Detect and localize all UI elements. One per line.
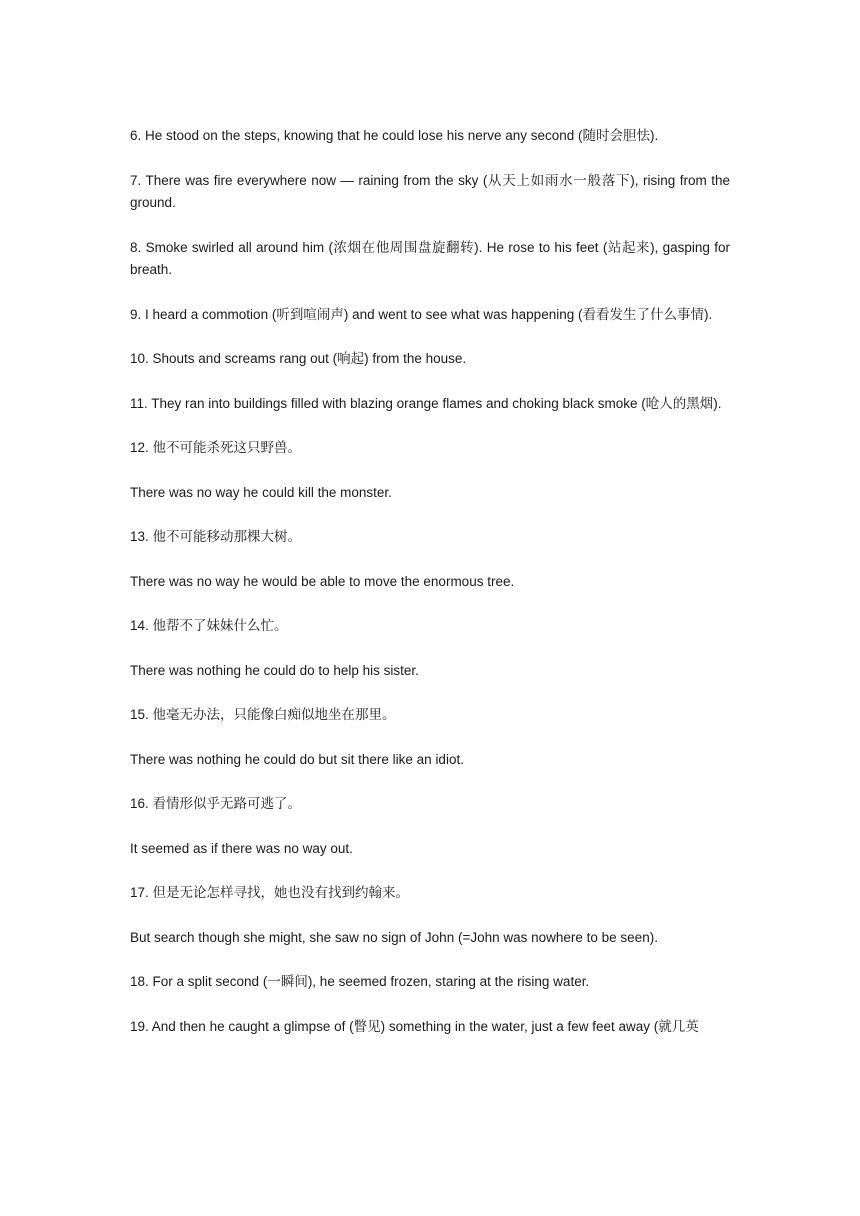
paragraph-13-chinese: 13. 他不可能移动那棵大树。	[130, 529, 302, 544]
paragraph-11: 11. They ran into buildings filled with blazing orange flames and choking black smoke (呛人的黑烟).	[130, 395, 722, 411]
paragraph-16-chinese: 16. 看情形似乎无路可逃了。	[130, 796, 302, 811]
paragraph-16-english: It seemed as if there was no way out.	[130, 840, 353, 856]
paragraph-13-english: There was no way he would be able to move the enormous tree.	[130, 573, 515, 589]
paragraph-15-english: There was nothing he could do but sit there like an idiot.	[130, 751, 464, 767]
paragraph-9: 9. I heard a commotion (听到喧闹声) and went to see what was happening (看看发生了什么事情).	[130, 306, 713, 322]
paragraph-12-chinese: 12. 他不可能杀死这只野兽。	[130, 440, 302, 455]
paragraph-8: 8. Smoke swirled all around him (浓烟在他周围盘旋翻转). He rose to his feet (站起来), gasping for breath.	[130, 239, 730, 277]
paragraph-10: 10. Shouts and screams rang out (响起) from the house.	[130, 351, 467, 366]
paragraph-18: 18. For a split second (一瞬间), he seemed frozen, staring at the rising water.	[130, 974, 590, 989]
paragraph-12-english: There was no way he could kill the monster.	[130, 484, 392, 500]
paragraph-14-chinese: 14. 他帮不了妹妹什么忙。	[130, 618, 288, 633]
paragraph-19: 19. And then he caught a glimpse of (瞥见) something in the water, just a few feet away (就几英	[130, 1018, 699, 1034]
paragraph-17-chinese: 17. 但是无论怎样寻找，她也没有找到约翰来。	[130, 885, 410, 900]
document-page	[130, 125, 730, 1060]
paragraph-6: 6. He stood on the steps, knowing that he could lose his nerve any second (随时会胆怯).	[130, 128, 659, 143]
paragraph-14-english: There was nothing he could do to help his sister.	[130, 662, 419, 678]
paragraph-17-english: But search though she might, she saw no sign of John (=John was nowhere to be seen).	[130, 929, 658, 945]
paragraph-7: 7. There was fire everywhere now — raining from the sky (从天上如雨水一般落下), rising from the ground.	[130, 172, 730, 210]
paragraph-15-chinese: 15. 他毫无办法，只能像白痴似地坐在那里。	[130, 707, 396, 722]
